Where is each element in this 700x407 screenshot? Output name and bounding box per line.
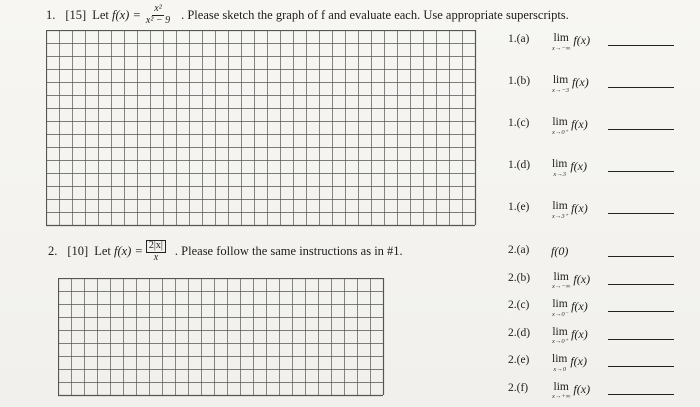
limit-expression: f(0) (551, 244, 569, 258)
question-2-function-name: f(x) = (114, 244, 143, 258)
item-label: 2.(e) (508, 354, 530, 366)
limit-word: lim (552, 353, 568, 365)
limit-expression: f(x) (573, 33, 591, 47)
question-2-graph-grid[interactable] (58, 278, 386, 398)
limit-approach: x→−∞ (552, 283, 571, 290)
limit-operator (552, 327, 568, 346)
question-2-numerator: 2|x| (146, 240, 166, 253)
limit-approach: x→0 (553, 365, 566, 373)
limit-word: lim (553, 380, 569, 393)
limit-expression: f(x) (571, 326, 588, 341)
limit-operator (552, 272, 570, 291)
limit-operator (552, 159, 567, 178)
limit-operator (552, 75, 569, 94)
limit-approach: x→0⁺ (552, 338, 569, 345)
q2-answer-blank-d[interactable] (608, 339, 674, 340)
q2-answer-blank-f[interactable] (608, 394, 674, 395)
limit-expression: f(x) (571, 299, 588, 313)
limit-word: lim (552, 298, 568, 310)
limit-approach: x→−3 (552, 86, 570, 94)
q1-item-d (508, 159, 587, 178)
q1-answer-blank-b[interactable] (608, 87, 674, 88)
limit-approach: x→3 (553, 170, 566, 178)
q2-item-b (508, 272, 590, 291)
q2-answer-blank-e[interactable] (608, 366, 674, 367)
limit-operator (552, 201, 568, 220)
item-label: 1.(c) (508, 117, 530, 129)
q2-item-d (508, 327, 588, 346)
question-1-let: Let (92, 7, 109, 22)
item-label: 1.(e) (508, 201, 530, 213)
limit-expression: f(x) (570, 354, 587, 368)
limit-expression: f(x) (570, 159, 587, 173)
limit-expression: f(x) (572, 75, 589, 89)
question-2-instruction: . Please follow the same instructions as in #1. (174, 244, 403, 258)
q2-answer-blank-a[interactable] (608, 256, 674, 257)
limit-approach: x→3⁺ (552, 212, 569, 220)
limit-expression: f(x) (571, 117, 588, 131)
item-label: 1.(d) (508, 159, 531, 171)
limit-expression: f(x) (571, 201, 588, 215)
item-label: 1.(b) (508, 75, 531, 87)
limit-approach: x→0⁻ (552, 310, 569, 318)
limit-approach: x→0⁺ (552, 128, 569, 136)
limit-word: lim (553, 270, 569, 283)
question-2-number: 2. (48, 244, 58, 258)
question-1-prompt (46, 4, 569, 26)
q2-answer-blank-c[interactable] (608, 311, 674, 312)
q2-item-a (508, 244, 568, 259)
item-label: 2.(b) (508, 271, 531, 284)
question-2-points: [10] (67, 244, 89, 258)
item-label: 2.(f) (508, 381, 529, 394)
q1-answer-blank-e[interactable] (608, 213, 674, 214)
question-2-denominator: x (153, 251, 159, 263)
question-1-numerator: x² (154, 3, 162, 14)
question-1-fraction (144, 4, 172, 26)
q1-item-b (508, 75, 589, 94)
item-label: 2.(d) (508, 326, 531, 339)
limit-operator (552, 299, 568, 318)
q1-answer-blank-d[interactable] (608, 171, 674, 172)
question-1-function-name: f(x) = (112, 7, 141, 22)
question-1-points: [15] (65, 7, 87, 22)
limit-word: lim (552, 200, 568, 212)
q1-item-e (508, 201, 588, 220)
limit-word: lim (552, 325, 568, 338)
q1-answer-blank-c[interactable] (608, 129, 674, 130)
limit-operator (552, 117, 568, 136)
limit-word: lim (552, 116, 568, 128)
limit-operator (552, 382, 570, 401)
limit-expression: f(x) (573, 381, 591, 396)
question-1-instruction: . Please sketch the graph of f and evaluate each. Use appropriate superscripts. (181, 7, 569, 22)
limit-approach: x→−∞ (552, 44, 571, 52)
limit-word: lim (553, 32, 569, 44)
q2-item-f (508, 382, 590, 401)
item-label: 1.(a) (508, 33, 530, 45)
q2-item-c (508, 299, 588, 318)
limit-operator (552, 354, 567, 373)
question-2-prompt (48, 240, 403, 263)
q1-answer-blank-a[interactable] (608, 45, 674, 46)
question-2-let: Let (94, 244, 111, 258)
q2-answer-blank-b[interactable] (608, 284, 674, 285)
limit-approach: x→+∞ (552, 393, 571, 400)
limit-operator (552, 33, 570, 52)
q2-item-e (508, 354, 587, 373)
limit-word: lim (552, 158, 568, 170)
limit-expression: f(x) (573, 271, 591, 286)
question-2-fraction (146, 240, 166, 263)
question-1-denominator: x² − 9 (145, 14, 171, 26)
limit-word: lim (552, 74, 569, 86)
item-label: 2.(c) (508, 299, 530, 311)
q1-item-c (508, 117, 588, 136)
question-1-graph-grid[interactable] (46, 30, 482, 234)
question-1-number: 1. (46, 7, 56, 22)
q1-item-a (508, 33, 590, 52)
item-label: 2.(a) (508, 244, 530, 256)
